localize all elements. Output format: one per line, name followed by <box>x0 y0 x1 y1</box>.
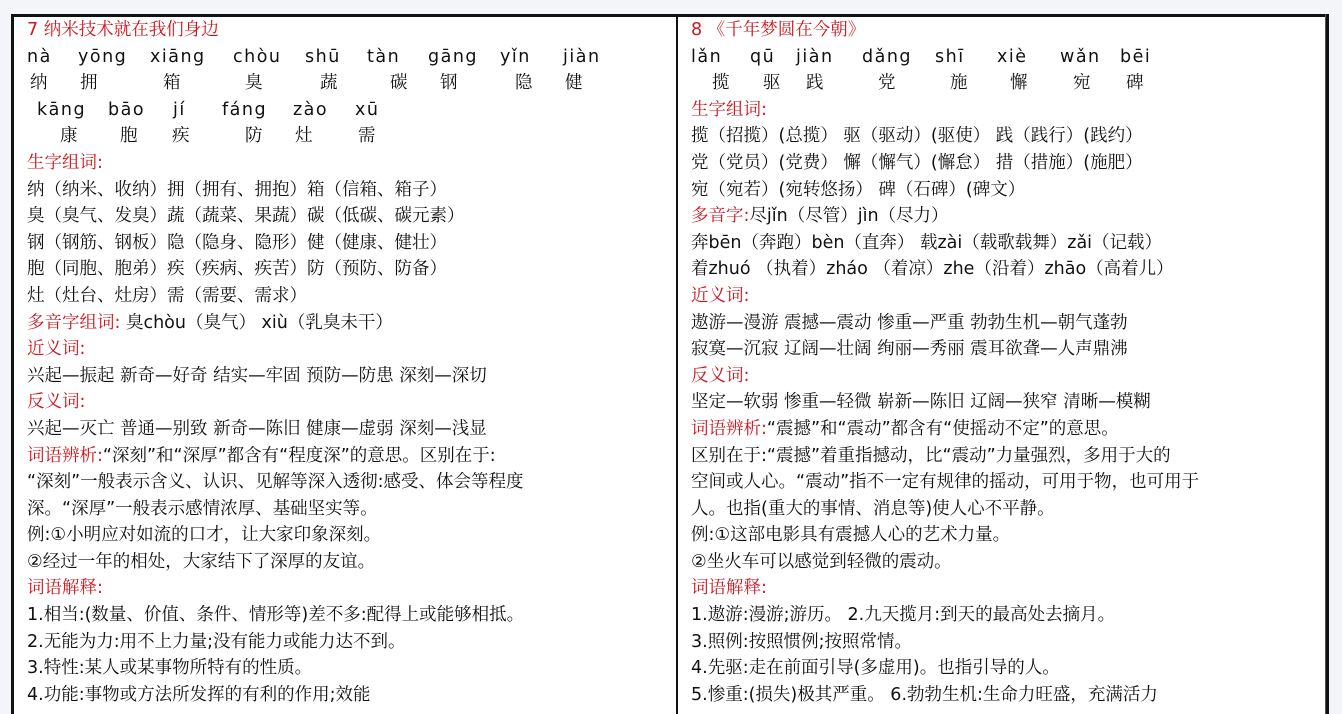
line-text: 3.特性:某人或某事物所特有的性质。 <box>27 658 313 679</box>
line-text: 奔bēn（奔跑）bèn（直奔） 载zài（载歌载舞）zǎi（记载） <box>691 232 1163 253</box>
section-line <box>27 336 667 363</box>
text-line <box>691 443 1321 470</box>
line-text: 4.功能:事物或方法所发挥的有利的作用;效能 <box>27 684 371 705</box>
pinyin: qū <box>750 46 776 67</box>
section-heading: 近义词: <box>27 339 86 360</box>
character: 疾 <box>172 126 190 147</box>
text-line <box>691 469 1321 496</box>
pinyin: shū <box>305 46 341 67</box>
section-heading: 反义词: <box>691 365 750 386</box>
line-text: 人。也指(重大的事情、消息等)使人心不平静。 <box>691 498 1055 519</box>
pinyin: yōng <box>78 46 128 67</box>
line-text: 例:①这部电影具有震撼人心的艺术力量。 <box>691 525 1011 546</box>
line-text: “震撼”和“震动”都含有“使摇动不定”的意思。 <box>766 418 1119 439</box>
text-line <box>691 177 1321 204</box>
line-text: 灶（灶台、灶房）需（需要、需求） <box>27 285 307 306</box>
text-line <box>27 283 667 310</box>
character: 胞 <box>120 126 138 147</box>
text-line <box>691 629 1321 656</box>
character: 揽 <box>712 73 730 94</box>
section-heading: 反义词: <box>27 392 86 413</box>
pinyin: fáng <box>222 99 268 120</box>
line-text: 3.照例:按照惯例;按照常情。 <box>691 631 912 652</box>
text-line <box>691 123 1321 150</box>
section-heading: 近义词: <box>691 285 750 306</box>
text-line <box>27 177 667 204</box>
character-row <box>691 70 1321 97</box>
text-line <box>27 203 667 230</box>
line-text: 坚定—软弱 惨重—轻微 崭新—陈旧 辽阔—狭窄 清晰—模糊 <box>691 392 1151 413</box>
section-heading: 多音字组词: <box>27 312 121 333</box>
text-line <box>691 496 1321 523</box>
line-text: 党（党员）(党费） 懈（懈气）(懈怠） 措（措施）(施肥） <box>691 152 1143 173</box>
line-text: 1.遨游:漫游;游历。 2.九天揽月:到天的最高处去摘月。 <box>691 605 1116 626</box>
text-line <box>691 150 1321 177</box>
section-line <box>691 416 1321 443</box>
section-heading: 生字组词: <box>27 152 103 173</box>
section-heading: 生字组词: <box>691 99 767 120</box>
section-heading: 多音字: <box>691 206 750 227</box>
line-text: ②坐火车可以感觉到轻微的震动。 <box>691 551 952 572</box>
text-line <box>27 629 667 656</box>
character: 宛 <box>1073 73 1091 94</box>
pinyin: wǎn <box>1060 46 1101 67</box>
character: 懈 <box>1010 73 1028 94</box>
pinyin-row <box>27 97 667 124</box>
pinyin: lǎn <box>691 46 723 67</box>
character: 践 <box>806 73 824 94</box>
text-line <box>27 602 667 629</box>
character: 康 <box>60 126 78 147</box>
pinyin: xū <box>355 99 380 120</box>
line-text: 着zhuó （执着）zháo （着凉）zhe（沿着）zhāo（高着儿） <box>691 259 1174 280</box>
character: 防 <box>245 126 263 147</box>
lesson-8-column <box>691 17 1321 708</box>
character: 党 <box>878 73 896 94</box>
line-text: 空间或人心。“震动”指不一定有规律的摇动，可用于物，也可用于 <box>691 472 1200 493</box>
character: 箱 <box>163 73 181 94</box>
line-text: 遨游—漫游 震撼—震动 惨重—严重 勃勃生机—朝气蓬勃 <box>691 312 1128 333</box>
character: 驱 <box>763 73 781 94</box>
line-text: 纳（纳米、收纳）拥（拥有、拥抱）箱（信箱、箱子） <box>27 179 447 200</box>
text-line <box>27 496 667 523</box>
column-divider <box>676 14 678 714</box>
pinyin: kāng <box>37 99 87 120</box>
text-line <box>691 336 1321 363</box>
pinyin-row <box>691 44 1321 71</box>
line-text: 钢（钢筋、钢板）隐（隐身、隐形）健（健康、健壮） <box>27 232 447 253</box>
pinyin: bēi <box>1120 46 1152 67</box>
lesson-title: 8 《千年梦圆在今朝》 <box>691 20 866 40</box>
line-text: “深刻”和“深厚”都含有“程度深”的意思。区别在于: <box>102 445 496 466</box>
text-line <box>691 522 1321 549</box>
line-text: 尽jǐn（尽管）jìn（尽力） <box>749 206 949 227</box>
section-line <box>27 310 667 337</box>
line-text: 例:①小明应对如流的口才，让大家印象深刻。 <box>27 525 382 546</box>
line-text: 臭（臭气、发臭）蔬（蔬菜、果蔬）碳（低碳、碳元素） <box>27 206 465 227</box>
character-row <box>27 70 667 97</box>
pinyin: xiāng <box>150 46 206 67</box>
character: 纳 <box>30 73 48 94</box>
line-text: 兴起—振起 新奇—好奇 结实—牢固 预防—防患 深刻—深切 <box>27 365 487 386</box>
line-text: 臭chòu（臭气） xiù（乳臭未干） <box>120 312 393 333</box>
section-line <box>691 97 1321 124</box>
character: 碑 <box>1126 73 1144 94</box>
character: 蔬 <box>320 73 338 94</box>
character: 碳 <box>390 73 408 94</box>
line-text: 胞（同胞、胞弟）疾（疾病、疾苦）防（预防、防备） <box>27 259 447 280</box>
character: 需 <box>358 126 376 147</box>
character: 灶 <box>295 126 313 147</box>
text-line <box>27 549 667 576</box>
pinyin: jí <box>173 99 186 120</box>
line-text: 5.惨重:(损失)极其严重。 6.勃勃生机:生命力旺盛，充满活力 <box>691 684 1158 705</box>
text-line <box>691 230 1321 257</box>
line-text: 兴起—灭亡 普通—别致 新奇—陈旧 健康—虚弱 深刻—浅显 <box>27 418 487 439</box>
character: 钢 <box>440 73 458 94</box>
line-text: “深刻”一般表示含义、认识、见解等深入透彻:感受、体会等程度 <box>27 472 524 493</box>
section-heading: 词语解释: <box>691 578 767 599</box>
line-text: 1.相当:(数量、价值、条件、情形等)差不多:配得上或能够相抵。 <box>27 605 525 626</box>
line-text: ②经过一年的相处，大家结下了深厚的友谊。 <box>27 551 376 572</box>
line-text: 宛（宛若）(宛转悠扬） 碑（石碑）(碑文） <box>691 179 1026 200</box>
line-text: 2.无能为力:用不上力量;没有能力或能力达不到。 <box>27 631 406 652</box>
pinyin: yǐn <box>500 46 531 67</box>
text-line <box>691 602 1321 629</box>
pinyin: dǎng <box>862 46 913 67</box>
section-line <box>27 389 667 416</box>
text-line <box>27 655 667 682</box>
text-line <box>691 655 1321 682</box>
section-line <box>691 363 1321 390</box>
character: 隐 <box>515 73 533 94</box>
text-line <box>691 310 1321 337</box>
section-line <box>27 150 667 177</box>
text-line <box>691 682 1321 709</box>
text-line <box>27 230 667 257</box>
section-line <box>691 283 1321 310</box>
section-heading: 词语辨析: <box>691 418 767 439</box>
character: 施 <box>950 73 968 94</box>
section-heading: 词语解释: <box>27 578 103 599</box>
section-heading: 词语辨析: <box>27 445 103 466</box>
text-line <box>27 256 667 283</box>
pinyin: nà <box>27 46 52 67</box>
pinyin: bāo <box>108 99 146 120</box>
text-line <box>691 389 1321 416</box>
pinyin: chòu <box>233 46 282 67</box>
pinyin: jiàn <box>563 46 601 67</box>
line-text: 深。“深厚”一般表示感情浓厚、基础坚实等。 <box>27 498 378 519</box>
line-text: 揽（招揽）(总揽） 驱（驱动）(驱使） 践（践行）(践约） <box>691 126 1143 147</box>
character: 拥 <box>80 73 98 94</box>
pinyin: jiàn <box>796 46 834 67</box>
text-line <box>27 416 667 443</box>
lesson-7-column <box>27 17 667 708</box>
text-line <box>691 256 1321 283</box>
lesson-title: 7 纳米技术就在我们身边 <box>27 20 219 40</box>
section-line <box>27 443 667 470</box>
pinyin-row <box>27 44 667 71</box>
pinyin: zào <box>293 99 329 120</box>
text-line <box>27 682 667 709</box>
pinyin: tàn <box>367 46 401 67</box>
character-row <box>27 123 667 150</box>
line-text: 寂寞—沉寂 辽阔—壮阔 绚丽—秀丽 震耳欲聋—人声鼎沸 <box>691 339 1128 360</box>
section-line <box>691 575 1321 602</box>
section-line <box>27 575 667 602</box>
text-line <box>27 363 667 390</box>
character: 健 <box>565 73 583 94</box>
pinyin: shī <box>935 46 965 67</box>
character: 臭 <box>245 73 263 94</box>
text-line <box>27 469 667 496</box>
text-line <box>691 549 1321 576</box>
pinyin: xiè <box>997 46 1028 67</box>
line-text: 区别在于:“震撼”着重指撼动，比“震动”力量强烈，多用于大的 <box>691 445 1171 466</box>
pinyin: gāng <box>428 46 479 67</box>
text-line <box>27 522 667 549</box>
line-text: 4.先驱:走在前面引导(多虚用)。也指引导的人。 <box>691 658 1060 679</box>
section-line <box>691 203 1321 230</box>
page-edge <box>1325 14 1326 714</box>
